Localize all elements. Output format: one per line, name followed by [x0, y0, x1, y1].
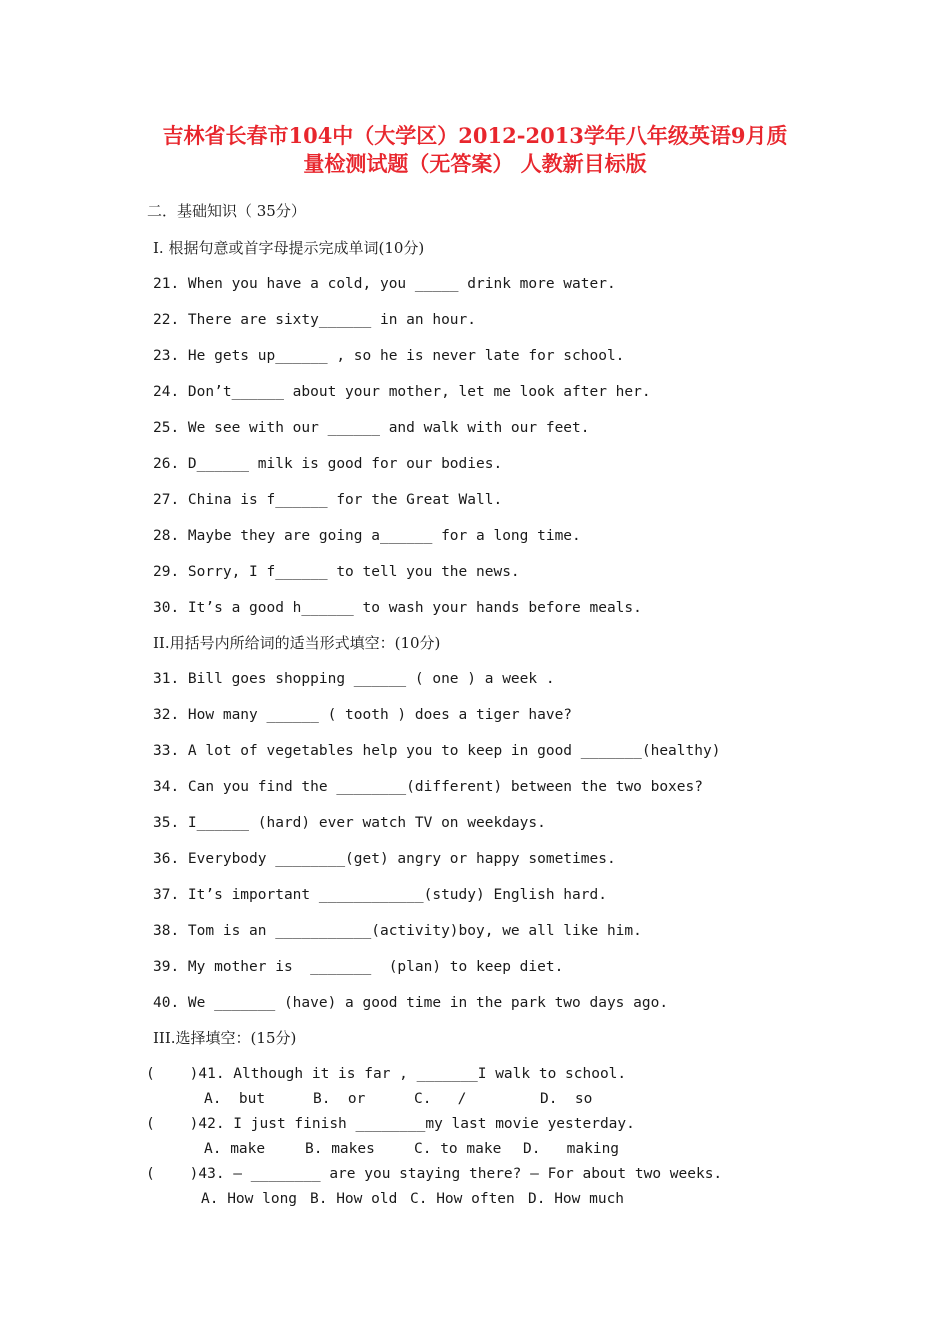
- title-line-1: 吉林省长春市104中（大学区）2012-2013学年八年级英语9月质: [162, 123, 788, 148]
- question-35: 35. I______ (hard) ever watch TV on weekdays.: [153, 815, 546, 831]
- question-39: 39. My mother is _______ (plan) to keep diet.: [153, 959, 564, 975]
- question-31: 31. Bill goes shopping ______ ( one ) a week .: [153, 671, 555, 687]
- question-37: 37. It’s important ____________(study) English hard.: [153, 887, 607, 903]
- question-28: 28. Maybe they are going a______ for a long time.: [153, 528, 581, 544]
- question-41-option-a: A. but: [204, 1091, 266, 1107]
- question-30: 30. It’s a good h______ to wash your hands before meals.: [153, 600, 642, 616]
- question-34: 34. Can you find the ________(different) between the two boxes?: [153, 779, 703, 795]
- question-33: 33. A lot of vegetables help you to keep in good _______(healthy): [153, 743, 721, 759]
- question-43-option-c: C. How often: [410, 1191, 515, 1207]
- question-43-stem: ( )43. — ________ are you staying there? — For about two weeks.: [146, 1166, 723, 1182]
- question-43-option-d: D. How much: [528, 1191, 625, 1207]
- section-2-heading: II.用括号内所给词的适当形式填空：(10分): [153, 634, 441, 652]
- question-42-option-d: D. making: [523, 1141, 620, 1157]
- question-42-option-b: B. makes: [305, 1141, 375, 1157]
- question-41-option-d: D. so: [540, 1091, 593, 1107]
- section-3-heading: III.选择填空：(15分): [153, 1029, 297, 1047]
- question-42-option-c: C. to make: [414, 1141, 502, 1157]
- question-43-option-a: A. How long: [201, 1191, 298, 1207]
- question-29: 29. Sorry, I f______ to tell you the news.: [153, 564, 520, 580]
- title-line-2: 量检测试题（无答案） 人教新目标版: [303, 151, 647, 176]
- question-41-option-b: B. or: [313, 1091, 366, 1107]
- question-42-stem: ( )42. I just finish ________my last movie yesterday.: [146, 1116, 635, 1132]
- question-27: 27. China is f______ for the Great Wall.: [153, 492, 503, 508]
- question-40: 40. We _______ (have) a good time in the park two days ago.: [153, 995, 669, 1011]
- question-21: 21. When you have a cold, you _____ drink more water.: [153, 276, 616, 292]
- question-24: 24. Don’t______ about your mother, let me look after her.: [153, 384, 651, 400]
- question-42-option-a: A. make: [204, 1141, 266, 1157]
- section-1-heading: I. 根据句意或首字母提示完成单词(10分): [153, 239, 425, 257]
- question-22: 22. There are sixty______ in an hour.: [153, 312, 477, 328]
- question-38: 38. Tom is an ___________(activity)boy, we all like him.: [153, 923, 642, 939]
- question-32: 32. How many ______ ( tooth ) does a tiger have?: [153, 707, 573, 723]
- question-43-option-b: B. How old: [310, 1191, 398, 1207]
- question-36: 36. Everybody ________(get) angry or happy sometimes.: [153, 851, 616, 867]
- question-41-stem: ( )41. Although it is far , _______I walk to school.: [146, 1066, 627, 1082]
- question-26: 26. D______ milk is good for our bodies.: [153, 456, 503, 472]
- question-23: 23. He gets up______ , so he is never late for school.: [153, 348, 625, 364]
- section-basic-knowledge: 二．基础知识（ 35分）: [147, 202, 306, 220]
- question-41-option-c: C. /: [414, 1091, 467, 1107]
- question-25: 25. We see with our ______ and walk with our feet.: [153, 420, 590, 436]
